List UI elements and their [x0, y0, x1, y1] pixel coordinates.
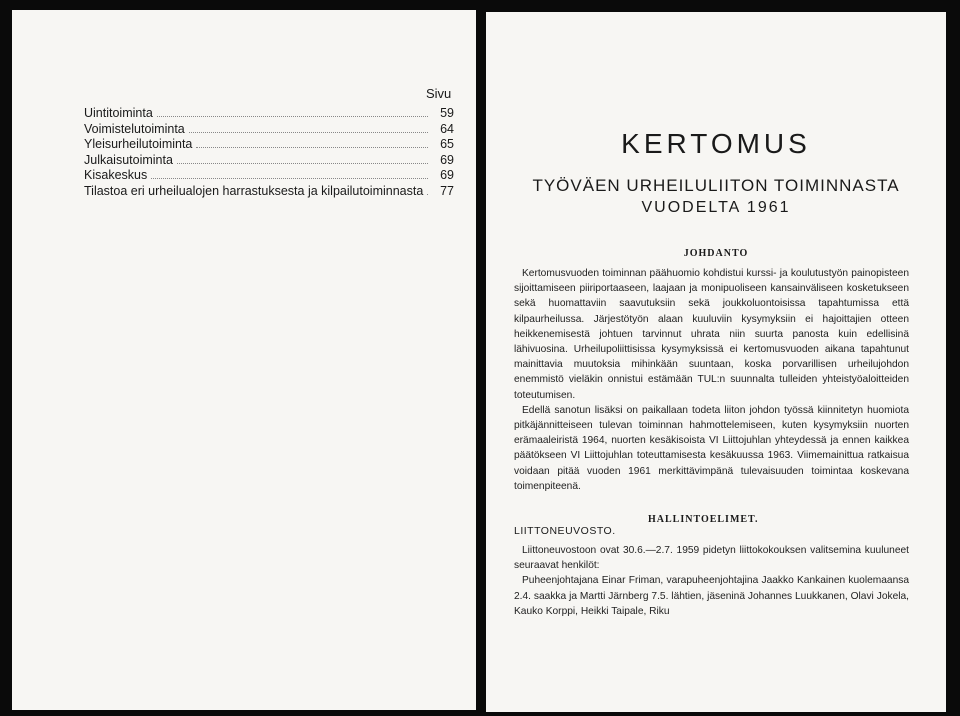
table-of-contents — [84, 106, 454, 200]
toc-leader-dots — [189, 132, 428, 133]
toc-leader-dots — [196, 147, 428, 148]
toc-leader-dots — [177, 163, 428, 164]
council-body — [514, 543, 909, 619]
toc-page-number: 65 — [440, 137, 454, 152]
left-page — [12, 10, 476, 710]
toc-label: Kisakeskus — [84, 168, 148, 183]
toc-label: Uintitoiminta — [84, 106, 153, 120]
document-title: KERTOMUS — [621, 128, 811, 159]
right-page — [486, 12, 946, 712]
page-column-header: Sivu — [426, 86, 452, 101]
toc-row — [84, 137, 454, 153]
paragraph: Puheenjohtajana Einar Friman, varapuheenjohtajina Jaakko Kankainen kuolemaansa 2.4. saakka ja Martti Järnberg 7.5. lähtien, jäseninä Johannes Luukkanen, Olavi Jokela, Kauko Korppi, Heikki Taipale, Riku — [514, 575, 909, 617]
section-heading-governing-bodies: HALLINTOELIMET. — [648, 514, 759, 525]
paragraph: Edellä sanotun lisäksi on paikallaan todeta liiton johdon työssä kiinnitetyn huomiota pitkäjännitteiseen tulevan toiminnan hahmottelemiseen, kuten kysymyksiin nuorten erämaaleiristä 1964, nuorten kesäkisoista VI Liittojuhlan yhteydessä ja ennen kaikkea päätökseen VI Liittojuhlan toteuttamisesta kesäkuussa 1963. Viimemainittua ratkaisua voidaan pitää vuoden 1961 merkittävimpänä tulevaisuuden toimintaa koskevana toimenpiteenä. — [514, 404, 909, 492]
toc-label: Tilastoa eri urheilualojen harrastuksesta ja kilpailutoiminnasta — [84, 183, 424, 198]
toc-page-number: 69 — [440, 152, 454, 167]
toc-leader-dots — [157, 116, 428, 117]
document-subtitle: TYÖVÄEN URHEILULIITON TOIMINNASTA — [532, 176, 900, 195]
toc-page-number: 59 — [440, 106, 454, 120]
paragraph: Liittoneuvostoon ovat 30.6.—2.7. 1959 pidetyn liittokokouksen valitsemina kuuluneet seuraavat henkilöt: — [514, 545, 909, 572]
toc-label: Voimistelutoiminta — [84, 121, 185, 136]
introduction-body — [514, 266, 909, 494]
toc-row — [84, 153, 454, 169]
paragraph: Kertomusvuoden toiminnan päähuomio kohdistui kurssi- ja koulutustyön painopisteen sijoittamiseen piiriportaaseen, laajaan ja monipuoliseen kansainväliseen kosketukseen sekä huomattaviin saavutuksiin sekä joukkoluontoisissa tapahtumissa että kilpaurheilussa. Järjestötyön alaan kuuluviin kysymyksiin ei hajoittajien otteen heikkenemisestä johtuen tarvinnut uhrata niin suurta panosta kuin edellisinä lähivuosina. Urheilupoliittisissa kysymyksissä ei kertomusvuoden aikana tapahtunut mainittavia muutoksia mihinkään suuntaan, koska porvarillisen urheilujohdon enemmistö vieläkin onnistui estämään TUL:n suunnalta tulleiden yhteistyöaloitteiden toteutumisen. — [514, 268, 909, 401]
toc-row — [84, 184, 454, 200]
toc-page-number: 69 — [440, 168, 454, 183]
toc-label: Yleisurheilutoiminta — [84, 137, 193, 152]
toc-row — [84, 106, 454, 122]
toc-leader-dots — [151, 178, 428, 179]
toc-row — [84, 168, 454, 184]
toc-page-number: 64 — [440, 121, 454, 136]
toc-label: Julkaisutoiminta — [84, 152, 173, 167]
section-heading-introduction: JOHDANTO — [683, 248, 749, 259]
document-year-line: VUODELTA 1961 — [641, 199, 791, 216]
toc-leader-dots — [427, 194, 428, 195]
toc-row — [84, 122, 454, 138]
subsection-heading-council: LIITTONEUVOSTO. — [514, 525, 616, 537]
toc-page-number: 77 — [440, 183, 454, 198]
